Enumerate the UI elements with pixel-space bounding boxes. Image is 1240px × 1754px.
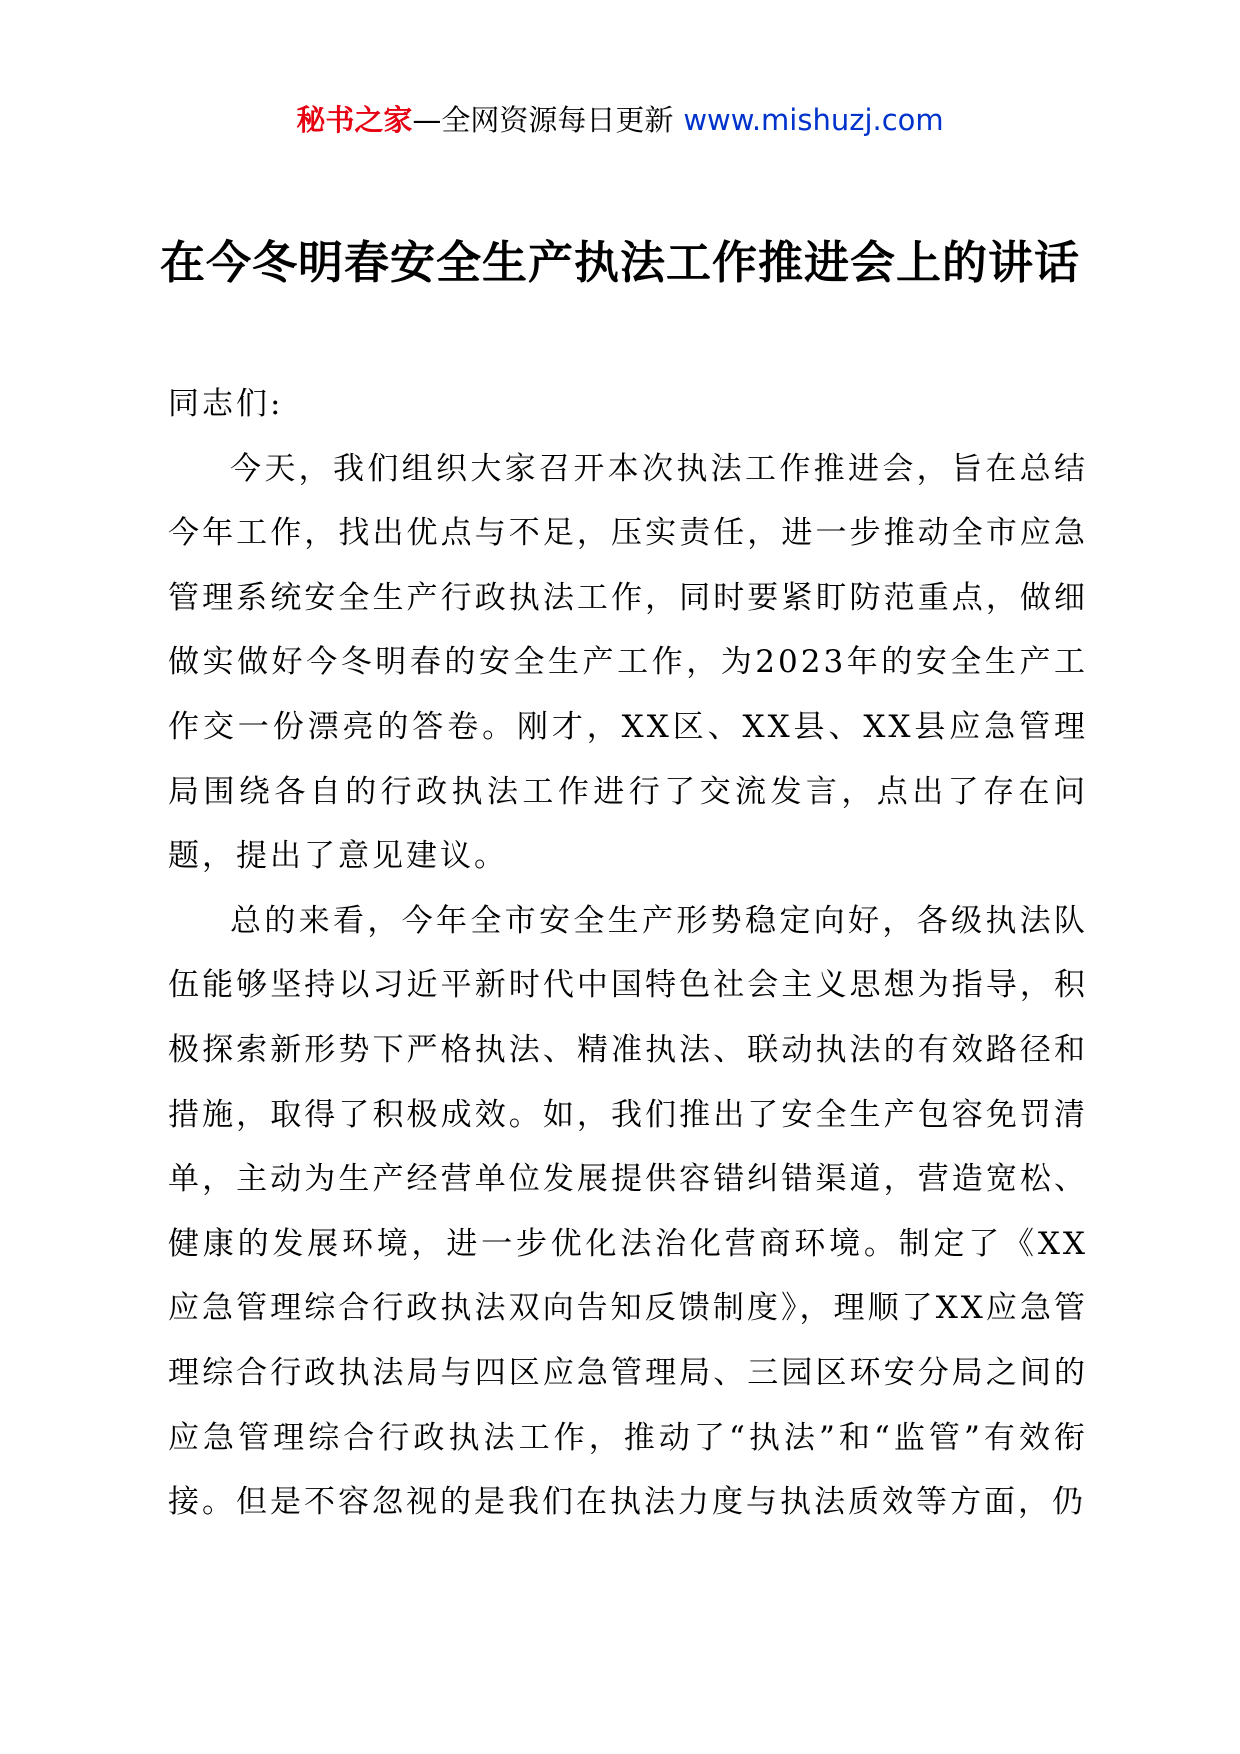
header-tagline: —全网资源每日更新 (412, 103, 674, 137)
salutation: 同志们: (168, 386, 284, 422)
brand-name: 秘书之家 (296, 103, 413, 137)
website-link[interactable]: www.mishuzj.com (683, 103, 944, 137)
paragraph: 总的来看，今年全市安全生产形势稳定向好，各级执法队伍能够坚持以习近平新时代中国特色社会主义思想为指导，积极探索新形势下严格执法、精准执法、联动执法的有效路径和措施，取得了积极成效。如，我们推出了安全生产包容免罚清单，主动为生产经营单位发展提供容错纠错渠道，营造宽松、健康的发展环境，进一步优化法治化营商环境。制定了《XX应急管理综合行政执法双向告知反馈制度》，理顺了XX应急管理综合行政执法局与四区应急管理局、三园区环安分局之间的应急管理综合行政执法工作，推动了“执法”和“监管”有效衔接。但是不容忽视的是我们在执法力度与执法质效等方面，仍 (168, 902, 1088, 1521)
document-title: 在今冬明春安全生产执法工作推进会上的讲话 (159, 236, 1080, 289)
paragraph: 今天，我们组织大家召开本次执法工作推进会，旨在总结今年工作，找出优点与不足，压实责任，进一步推动全市应急管理系统安全生产行政执法工作，同时要紧盯防范重点，做细做实做好今冬明春的安全生产工作，为2023年的安全生产工作交一份漂亮的答卷。刚才，XX区、XX县、XX县应急管理局围绕各自的行政执法工作进行了交流发言，点出了存在问题，提出了意见建议。 (168, 450, 1088, 875)
header-banner (0, 100, 1240, 140)
document-body (168, 372, 1088, 1535)
